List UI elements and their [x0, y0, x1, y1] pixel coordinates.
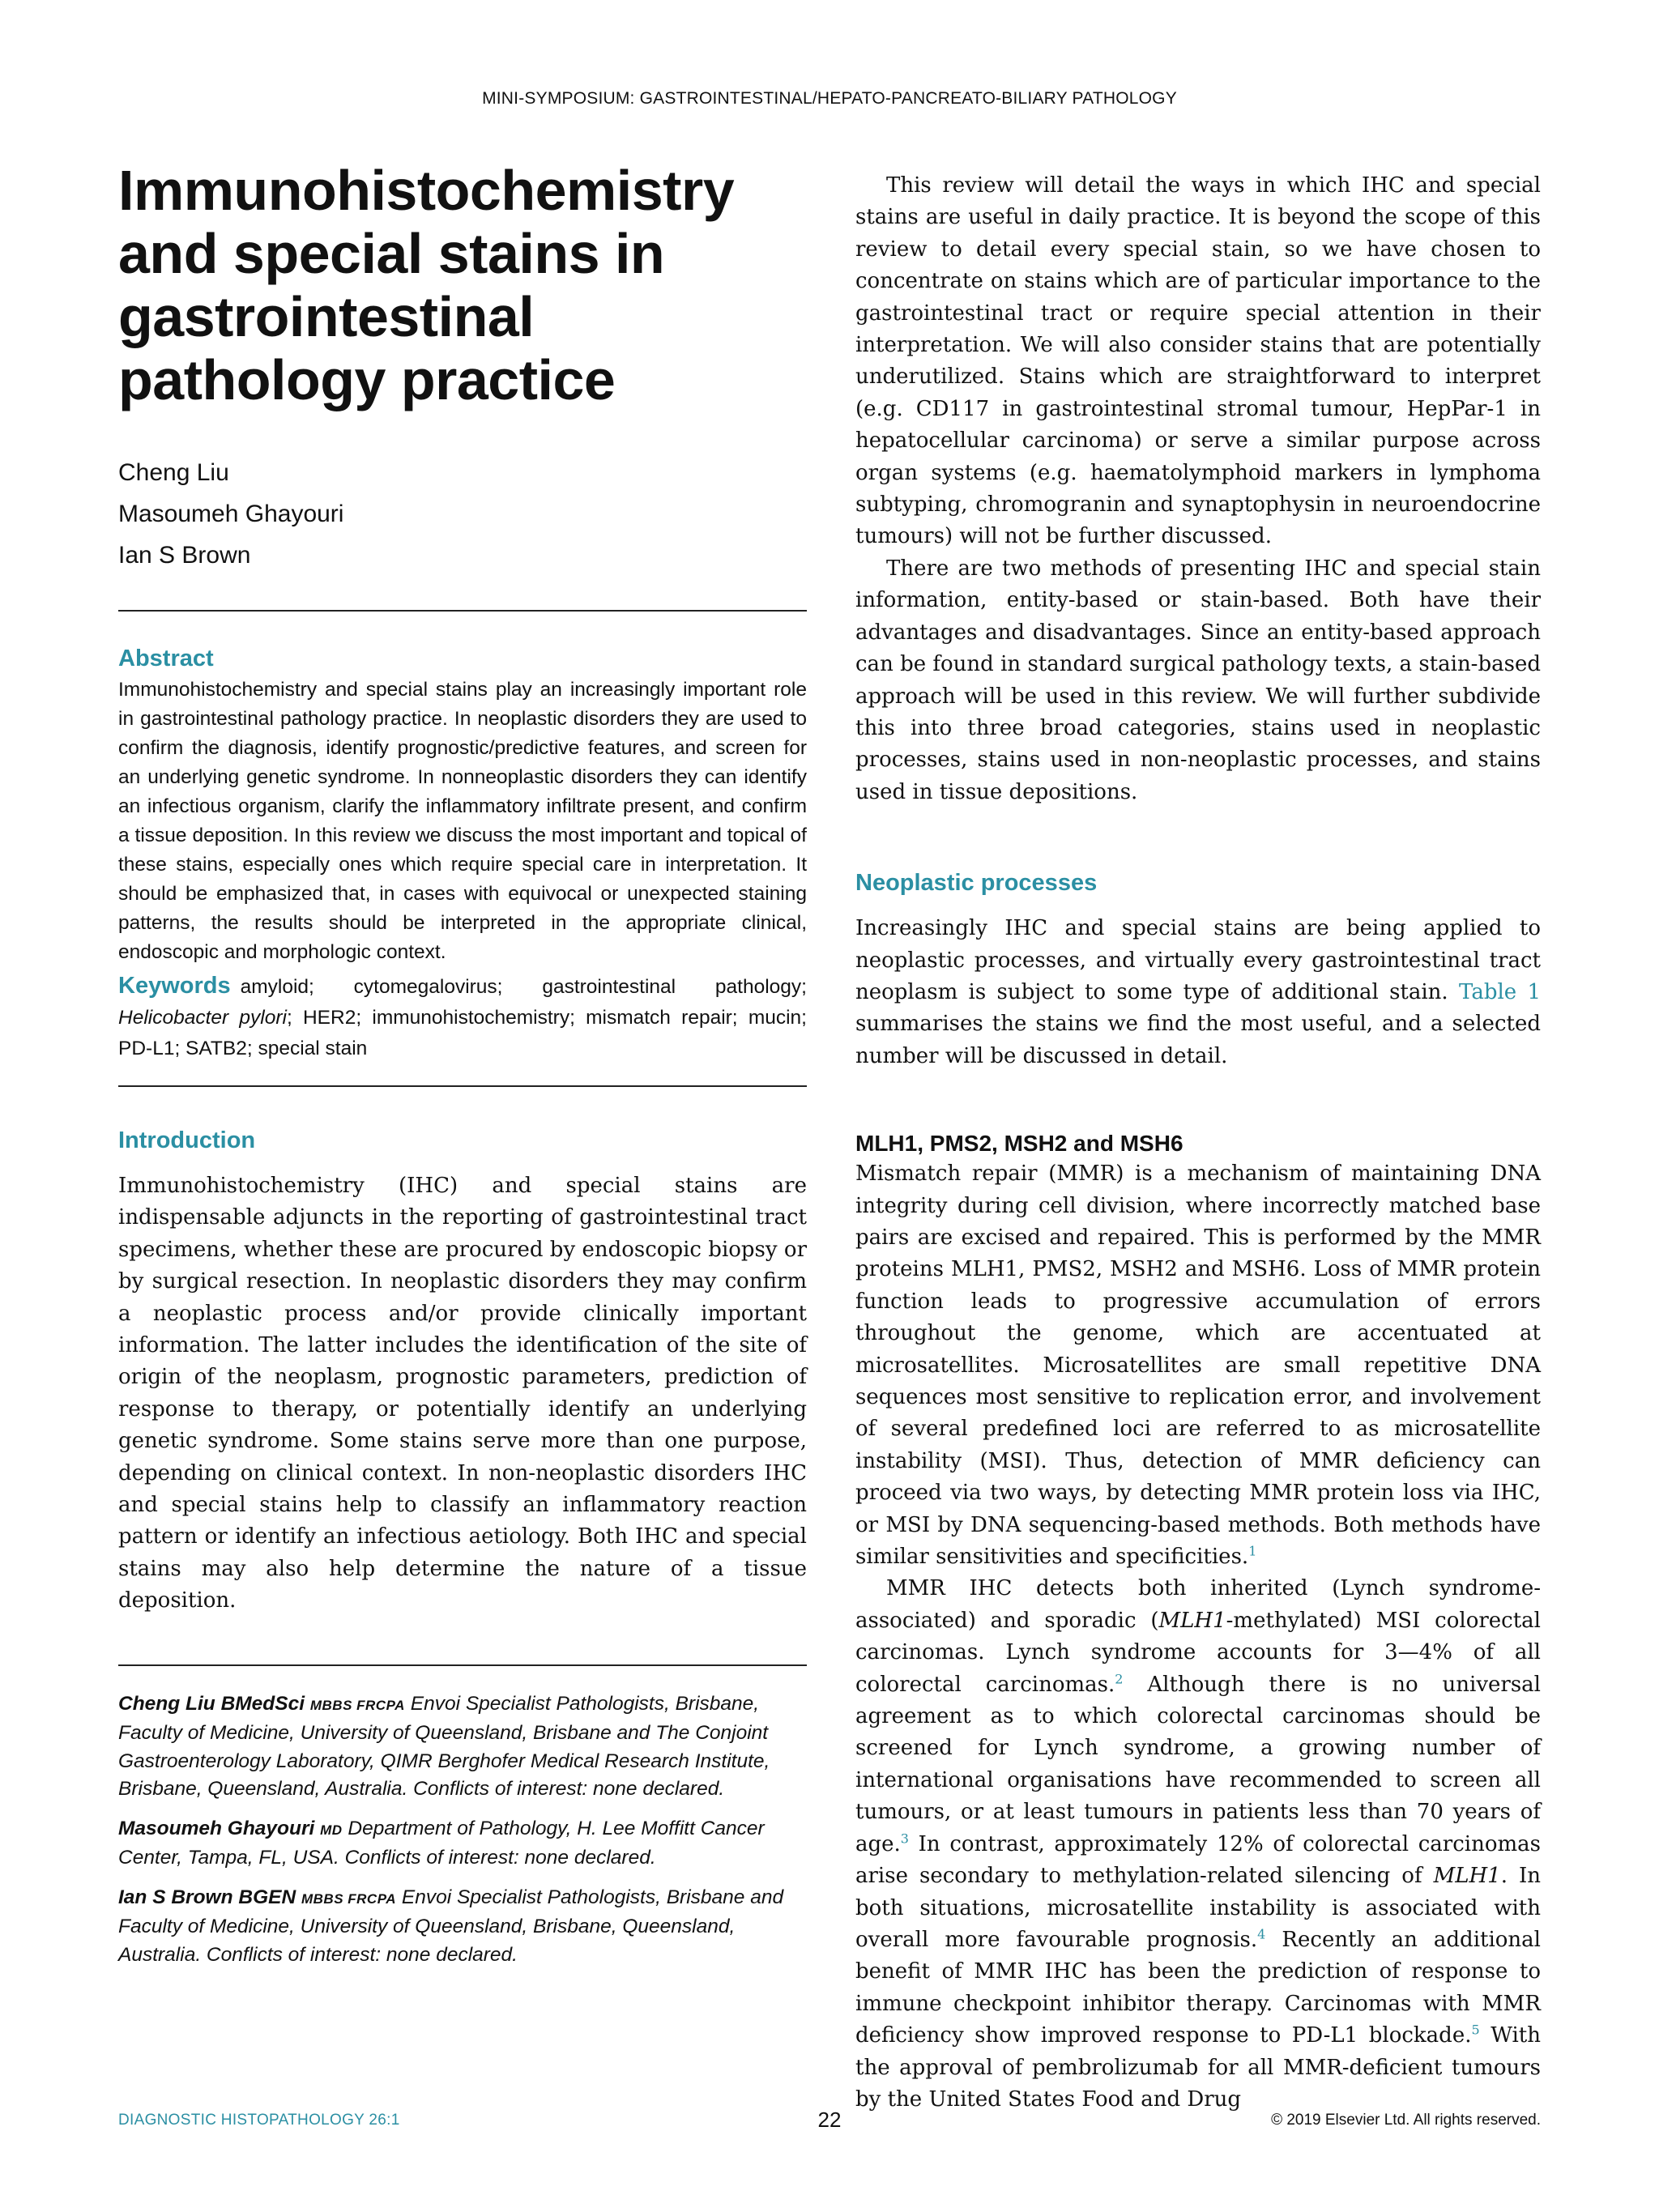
- keywords-text: ; HER2; immunohistochemistry; mismatch repair; mucin; PD-L1; SATB2; special stain: [118, 1007, 807, 1059]
- affiliation-text: Envoi Specialist Pathologists, Brisbane and Faculty of Medicine, University of Queensland, Brisbane, Queensland, Australia. Conflicts of interest: none declared.: [118, 1886, 784, 1966]
- body-paragraph: [855, 1158, 1541, 1573]
- mmr-text: MMR IHC detects both inherited (Lynch syndrome-associated) and sporadic (: [855, 1576, 1541, 1633]
- table-1-link[interactable]: Table 1: [1459, 979, 1542, 1004]
- affiliations: [118, 1690, 807, 1970]
- mmr-text: With the approval of pembrolizumab for all MMR-deficient tumours by the United States Food and Drug: [855, 2023, 1541, 2112]
- right-column: [855, 170, 1541, 2116]
- introduction-section: [118, 1127, 807, 1617]
- reference-link[interactable]: 3: [900, 1831, 909, 1847]
- mmr-text: -methylated) MSI colorectal carcinomas. Lynch syndrome accounts for 3—4% of all colorectal carcinomas.: [855, 1608, 1541, 1697]
- affiliation-degrees: MBBS FRCPA: [309, 1697, 405, 1713]
- footer-journal: DIAGNOSTIC HISTOPATHOLOGY 26:1: [118, 2112, 400, 2129]
- neoplastic-text: Increasingly IHC and special stains are being applied to neoplastic processes, and virtually every gastrointestinal tract neoplasm is subject to some type of additional stain.: [855, 916, 1541, 1004]
- abstract-text: Immunohistochemistry and special stains play an increasingly important role in gastrointestinal pathology practice. In neoplastic disorders they are used to confirm the diagnosis, identify prognostic/predictive features, and screen for an underlying genetic syndrome. In nonneoplastic disorders they can identify an infectious organism, clarify the inflammatory infiltrate present, and confirm a tissue deposition. In this review we discuss the most important and topical of these stains, especially ones which require special care in interpretation. It should be emphasized that, in cases with equivocal or unexpected staining patterns, the results should be interpreted in the appropriate clinical, endoscopic and morphologic context.: [118, 679, 807, 963]
- author-name: Ian S Brown: [118, 542, 251, 569]
- article-title: Immunohistochemistry and special stains in gastrointestinal pathology practice: [118, 159, 735, 411]
- introduction-heading: Introduction: [118, 1127, 256, 1153]
- keywords-italic: Helicobacter pylori: [118, 1007, 287, 1029]
- affiliation: [118, 1884, 807, 1970]
- mmr-heading: MLH1, PMS2, MSH2 and MSH6: [855, 1131, 1183, 1157]
- body-paragraph: [855, 913, 1541, 1072]
- reference-link[interactable]: 1: [1248, 1543, 1257, 1559]
- affiliation-text: Envoi Specialist Pathologists, Brisbane, Faculty of Medicine, University of Queensland, Brisbane and The Conjoint Gastroenterology Laboratory, QIMR Berghofer Medical Research Institute, Brisbane, Queensland, Australia. Conflicts of interest: none declared.: [118, 1692, 770, 1801]
- body-paragraph: There are two methods of presenting IHC and special stain information, entity-based or stain-based. Both have their advantages and disadvantages. Since an entity-based approach can be found in standard surgical pathology texts, a stain-based approach will be used in this review. We will further subdivide this into three broad categories, stains used in neoplastic processes, stains used in non-neoplastic processes, and stains used in tissue depositions.: [855, 556, 1541, 804]
- keywords-heading: Keywords: [118, 973, 231, 999]
- abstract-heading: Abstract: [118, 646, 214, 671]
- keywords: [118, 970, 807, 1064]
- author-name: Masoumeh Ghayouri: [118, 501, 344, 527]
- affiliation-name: Cheng Liu BMedSci: [118, 1692, 305, 1715]
- mmr-text: Recently an additional benefit of MMR IHC has been the prediction of response to immune checkpoint inhibitor therapy. Carcinomas with MMR deficiency show improved response to PD-L1 blockade.: [855, 1927, 1541, 2048]
- author-name: Cheng Liu: [118, 459, 229, 486]
- divider: [118, 1664, 807, 1666]
- mmr-text: Mismatch repair (MMR) is a mechanism of maintaining DNA integrity during cell division, where incorrectly matched base pairs are excised and repaired. This is performed by the MMR proteins MLH1, PMS2, MSH2 and MSH6. Loss of MMR protein function leads to progressive accumulation of errors throughout the genome, which are accentuated at microsatellites. Microsatellites are small repetitive DNA sequences most sensitive to replication error, and involvement of several predefined loci are referred to as microsatellite instability (MSI). Thus, detection of MMR deficiency can proceed via two ways, by detecting MMR protein loss via IHC, or MSI by DNA sequencing-based methods. Both methods have similar sensitivities and specificities.: [855, 1161, 1541, 1570]
- mmr-text: . In both situations, microsatellite instability is associated with overall more favourable prognosis.: [855, 1864, 1542, 1952]
- abstract-section: [118, 646, 807, 1064]
- running-head: MINI-SYMPOSIUM: GASTROINTESTINAL/HEPATO-PANCREATO-BILIARY PATHOLOGY: [482, 89, 1177, 108]
- body-paragraph: This review will detail the ways in which IHC and special stains are useful in daily practice. It is beyond the scope of this review to detail every special stain, so we have chosen to concentrate on stains which are of particular importance to the gastrointestinal tract or require special attention in their interpretation. We will also consider stains that are potentially underutilized. Stains which are straightforward to interpret (e.g. CD117 in gastrointestinal stromal tumour, HepPar-1 in hepatocellular carcinoma) or serve a similar purpose across organ systems (e.g. haematolymphoid markers in lymphoma subtyping, chromogranin and synaptophysin in neuroendocrine tumours) will not be further discussed.: [855, 173, 1541, 549]
- affiliation: [118, 1690, 807, 1804]
- author-list: [118, 452, 807, 576]
- affiliation-degrees: MD: [320, 1822, 343, 1838]
- reference-link[interactable]: 2: [1115, 1671, 1124, 1686]
- affiliation-degrees: MBBS FRCPA: [301, 1890, 397, 1907]
- neoplastic-heading: Neoplastic processes: [855, 870, 1098, 897]
- affiliation-name: Ian S Brown BGEN: [118, 1886, 296, 1908]
- gene-name: MLH1: [1158, 1608, 1226, 1633]
- footer-copyright: © 2019 Elsevier Ltd. All rights reserved.: [1271, 2112, 1541, 2129]
- affiliation-name: Masoumeh Ghayouri: [118, 1817, 315, 1839]
- divider: [118, 1085, 807, 1087]
- gene-name: MLH1: [1433, 1864, 1501, 1889]
- reference-link[interactable]: 4: [1257, 1926, 1266, 1942]
- page-number: 22: [817, 2108, 842, 2132]
- affiliation-text: Department of Pathology, H. Lee Moffitt Cancer Center, Tampa, FL, USA. Conflicts of interest: none declared.: [118, 1817, 765, 1869]
- mmr-text: In contrast, approximately 12% of colorectal carcinomas arise secondary to methylation-related silencing of: [855, 1831, 1541, 1889]
- mmr-text: Although there is no universal agreement as to which colorectal carcinomas should be screened for Lynch syndrome, a growing number of international organisations have recommended to screen all tumours, or at least tumours in patients less than 70 years of age.: [855, 1672, 1541, 1856]
- introduction-text: Immunohistochemistry (IHC) and special stains are indispensable adjuncts in the reporting of gastrointestinal tract specimens, whether these are procured by endoscopic biopsy or by surgical resection. In neoplastic disorders they may confirm a neoplastic process and/or provide clinically important information. The latter includes the identification of the site of origin of the neoplasm, prognostic parameters, prediction of response to therapy, or potentially identify an underlying genetic syndrome. Some stains serve more than one purpose, depending on clinical context. In non-neoplastic disorders IHC and special stains help to classify an inflammatory reaction pattern or identify an infectious aetiology. Both IHC and special stains may also help determine the nature of a tissue deposition.: [118, 1174, 807, 1613]
- keywords-text: amyloid; cytomegalovirus; gastrointestinal pathology;: [240, 976, 807, 998]
- reference-link[interactable]: 5: [1471, 2022, 1480, 2038]
- neoplastic-text: summarises the stains we find the most useful, and a selected number will be discussed in detail.: [855, 1012, 1541, 1068]
- body-paragraph: [855, 1573, 1541, 2116]
- left-column: [118, 159, 807, 1969]
- affiliation: [118, 1815, 807, 1873]
- divider: [118, 610, 807, 612]
